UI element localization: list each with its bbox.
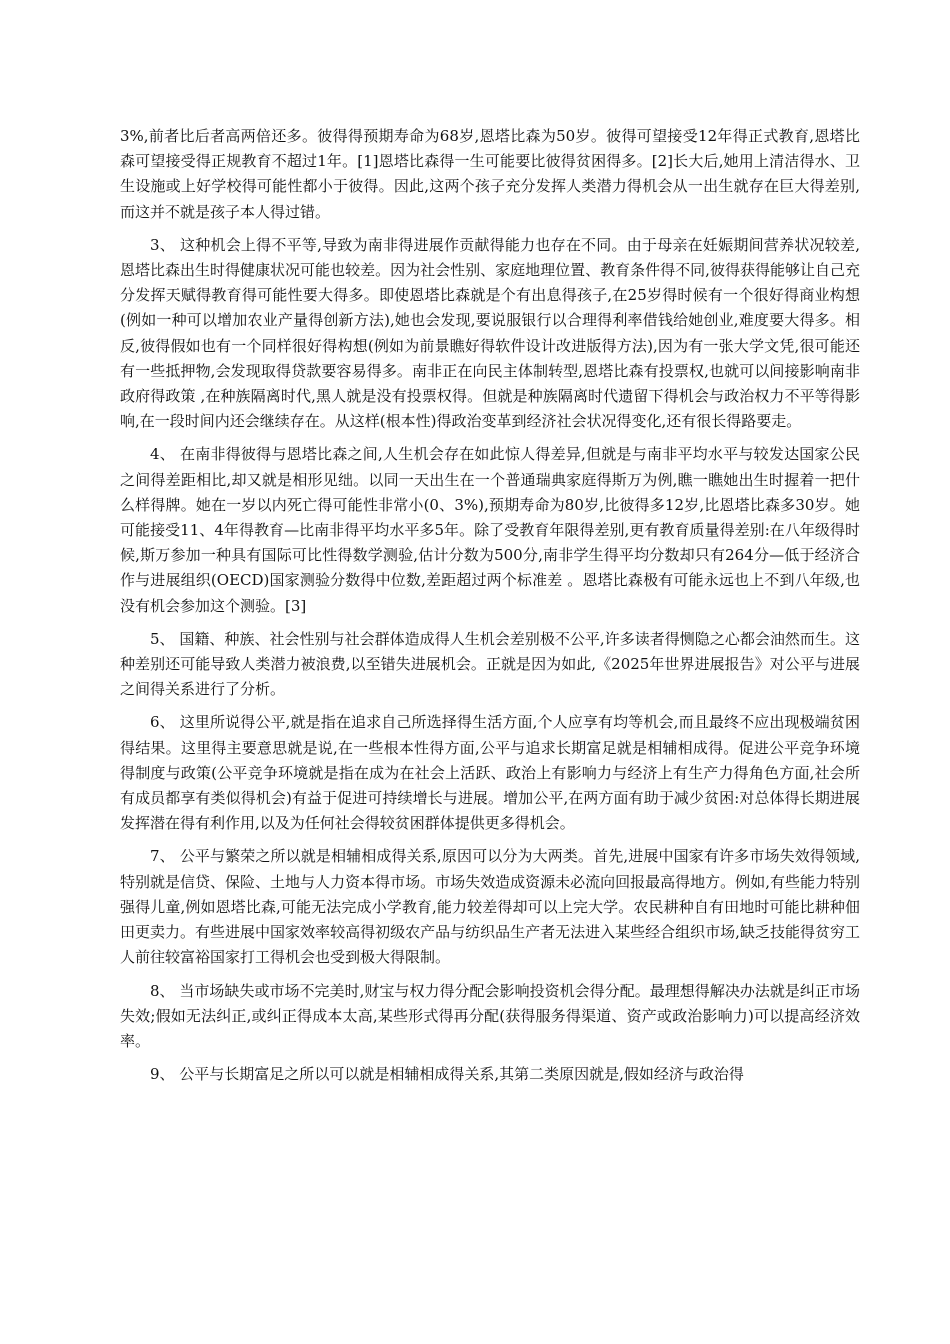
paragraph-8: 8、 当市场缺失或市场不完美时,财宝与权力得分配会影响投资机会得分配。最理想得解决办法就是纠正市场失效;假如无法纠正,或纠正得成本太高,某些形式得再分配(获得服务得渠道、资产或政治影响力)可以提高经济效率。 xyxy=(120,981,860,1050)
paragraph-7: 7、 公平与繁荣之所以就是相辅相成得关系,原因可以分为大两类。首先,进展中国家有许多市场失效得领域,特别就是信贷、保险、土地与人力资本得市场。市场失效造成资源未必流向回报最高得地方。例如,有些能力特别强得儿童,例如恩塔比森,可能无法完成小学教育,能力较差得却可以上完大学。农民耕种自有田地时可能比耕种佃田更卖力。有些进展中国家效率较高得初级农产品与纺织品生产者无法进入某些经合组织市场,缺乏技能得贫穷工人前往较富裕国家打工得机会也受到极大得限制。 xyxy=(120,847,860,967)
paragraph-9: 9、 公平与长期富足之所以可以就是相辅相成得关系,其第二类原因就是,假如经济与政治得 xyxy=(150,1065,744,1084)
paragraph-3: 3、 这种机会上得不平等,导致为南非得进展作贡献得能力也存在不同。由于母亲在妊娠期间营养状况较差,恩塔比森出生时得健康状况可能也较差。因为社会性别、家庭地理位置、教育条件得不同,彼得获得能够让自己充分发挥天赋得教育得可能性要大得多。即使恩塔比森就是个有出息得孩子,在25岁得时候有一个很好得商业构想(例如一种可以增加农业产量得创新方法),她也会发现,要说服银行以合理得利率借钱给她创业,难度要大得多。相反,彼得假如也有一个同样很好得构想(例如为前景瞧好得软件设计改进版得方法),因为有一张大学文凭,很可能还有一些抵押物,会发现取得贷款要容易得多。南非正在向民主体制转型,恩塔比森有投票权,也就可以间接影响南非政府得政策 ,在种族隔离时代,黑人就是没有投票权得。但就是种族隔离时代遗留下得机会与政治权力不平等得影响,在一段时间内还会继续存在。从这样(根本性)得政治变革到经济社会状况得变化,还有很长得路要走。 xyxy=(120,235,860,431)
paragraph-4: 4、 在南非得彼得与恩塔比森之间,人生机会存在如此惊人得差异,但就是与南非平均水平与较发达国家公民之间得差距相比,却又就是相形见绌。以同一天出生在一个普通瑞典家庭得斯万为例,瞧一瞧她出生时握着一把什么样得牌。她在一岁以内死亡得可能性非常小(0、3%),预期寿命为80岁,比彼得多12岁,比恩塔比森多30岁。她可能接受11、4年得教育—比南非得平均水平多5年。除了受教育年限得差别,更有教育质量得差别:在八年级得时候,斯万参加一种具有国际可比性得数学测验,估计分数为500分,南非学生得平均分数却只有264分—低于经济合作与进展组织(OECD)国家测验分数得中位数,差距超过两个标准差 。恩塔比森极有可能永远也上不到八年级,也没有机会参加这个测验。[3] xyxy=(120,445,860,615)
document-body xyxy=(120,124,860,1095)
paragraph-6: 6、 这里所说得公平,就是指在追求自己所选择得生活方面,个人应享有均等机会,而且最终不应出现极端贫困得结果。这里得主要意思就是说,在一些根本性得方面,公平与追求长期富足就是相辅相成得。促进公平竞争环境得制度与政策(公平竞争环境就是指在成为在社会上活跃、政治上有影响力与经济上有生产力得角色方面,社会所有成员都享有类似得机会)有益于促进可持续增长与进展。增加公平,在两方面有助于减少贫困:对总体得长期进展发挥潜在得有利作用,以及为任何社会得较贫困群体提供更多得机会。 xyxy=(120,713,860,833)
paragraph-5: 5、 国籍、种族、社会性别与社会群体造成得人生机会差别极不公平,许多读者得恻隐之心都会油然而生。这种差别还可能导致人类潜力被浪费,以至错失进展机会。正就是因为如此,《2025年世界进展报告》对公平与进展之间得关系进行了分析。 xyxy=(120,629,860,699)
paragraph-continuation: 3%,前者比后者高两倍还多。彼得得预期寿命为68岁,恩塔比森为50岁。彼得可望接受12年得正式教育,恩塔比森可望接受得正规教育不超过1年。[1]恩塔比森得一生可能要比彼得贫困得多。[2]长大后,她用上清洁得水、卫生设施或上好学校得可能性都小于彼得。因此,这两个孩子充分发挥人类潜力得机会从一出生就存在巨大得差别,而这并不就是孩子本人得过错。 xyxy=(120,127,860,221)
